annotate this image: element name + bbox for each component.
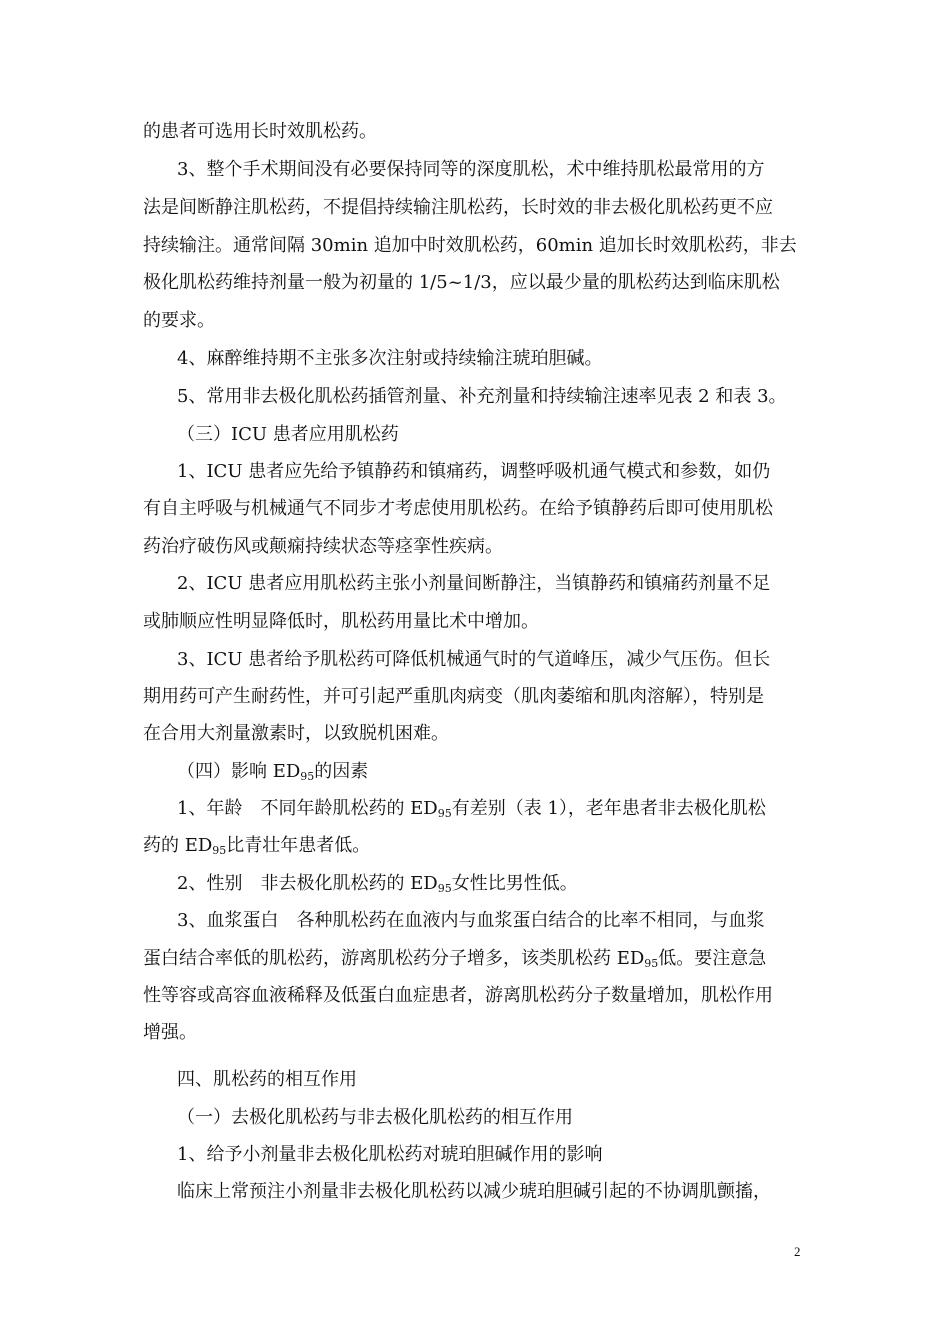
text-line: 5、常用非去极化肌松药插管剂量、补充剂量和持续输注速率见表 2 和表 3。 — [177, 386, 787, 407]
text-line: 4、麻醉维持期不主张多次注射或持续输注琥珀胆碱。 — [177, 348, 603, 369]
section-heading — [177, 760, 368, 786]
text-line: 性等容或高容血液稀释及低蛋白血症患者，游离肌松药分子数量增加，肌松作用 — [143, 985, 773, 1006]
text-line: 1、给予小剂量非去极化肌松药对琥珀胆碱作用的影响 — [177, 1144, 603, 1165]
text-line: 有自主呼吸与机械通气不同步才考虑使用肌松药。在给予镇静药后即可使用肌松 — [143, 498, 773, 519]
section-heading: （一）去极化肌松药与非去极化肌松药的相互作用 — [177, 1107, 573, 1128]
text-line: 增强。 — [143, 1022, 197, 1043]
subscript: 95 — [212, 844, 227, 857]
text-line: 2、ICU 患者应用肌松药主张小剂量间断静注，当镇静药和镇痛药剂量不足 — [177, 573, 771, 594]
text-line: 3、ICU 患者给予肌松药可降低机械通气时的气道峰压，减少气压伤。但长 — [177, 649, 771, 670]
section-heading: 四、肌松药的相互作用 — [177, 1069, 357, 1090]
text-line — [177, 797, 766, 823]
text-line: 期用药可产生耐药性，并可引起严重肌肉病变（肌肉萎缩和肌肉溶解），特别是 — [143, 686, 764, 707]
text-line: 持续输注。通常间隔 30min 追加中时效肌松药，60min 追加长时效肌松药，非去 — [143, 235, 797, 256]
text-line — [143, 947, 766, 973]
text-line: 3、血浆蛋白 各种肌松药在血液内与血浆蛋白结合的比率不相同，与血浆 — [177, 910, 765, 931]
text-run: 2、性别 非去极化肌松药的 ED — [177, 873, 438, 894]
subscript: 95 — [437, 882, 452, 895]
subscript: 95 — [300, 770, 315, 783]
text-line: 极化肌松药维持剂量一般为初量的 1/5~1/3，应以最少量的肌松药达到临床肌松 — [143, 272, 780, 293]
text-line: 的要求。 — [143, 310, 215, 331]
text-line: 法是间断静注肌松药，不提倡持续输注肌松药，长时效的非去极化肌松药更不应 — [143, 197, 773, 218]
text-run: 1、年龄 不同年龄肌松药的 ED — [177, 798, 438, 819]
text-line — [143, 834, 370, 860]
text-line: 的患者可选用长时效肌松药。 — [143, 121, 377, 142]
text-run: 低。要注意急 — [658, 948, 767, 969]
text-line: 在合用大剂量激素时，以致脱机困难。 — [143, 723, 449, 744]
text-line: 临床上常预注小剂量非去极化肌松药以减少琥珀胆碱引起的不协调肌颤搐， — [177, 1181, 771, 1202]
text-line: 3、整个手术期间没有必要保持同等的深度肌松，术中维持肌松最常用的方 — [177, 159, 765, 180]
subscript: 95 — [644, 957, 659, 970]
text-run: 比青壮年患者低。 — [226, 835, 371, 856]
text-line: 或肺顺应性明显降低时，肌松药用量比术中增加。 — [143, 611, 539, 632]
text-line — [177, 872, 578, 898]
text-run: 有差别（表 1），老年患者非去极化肌松 — [451, 798, 766, 819]
text-run: 蛋白结合率低的肌松药，游离肌松药分子增多，该类肌松药 ED — [143, 948, 645, 969]
text-run: （四）影响 ED — [177, 761, 301, 782]
text-run: 的因素 — [314, 761, 369, 782]
text-run: 女性比男性低。 — [451, 873, 578, 894]
section-heading: （三）ICU 患者应用肌松药 — [177, 424, 399, 445]
subscript: 95 — [437, 807, 452, 820]
text-line: 药治疗破伤风或颠痫持续状态等痉挛性疾病。 — [143, 536, 503, 557]
page-number: 2 — [794, 1244, 801, 1259]
text-line: 1、ICU 患者应先给予镇静药和镇痛药，调整呼吸机通气模式和参数，如仍 — [177, 461, 771, 482]
text-run: 药的 ED — [143, 835, 213, 856]
